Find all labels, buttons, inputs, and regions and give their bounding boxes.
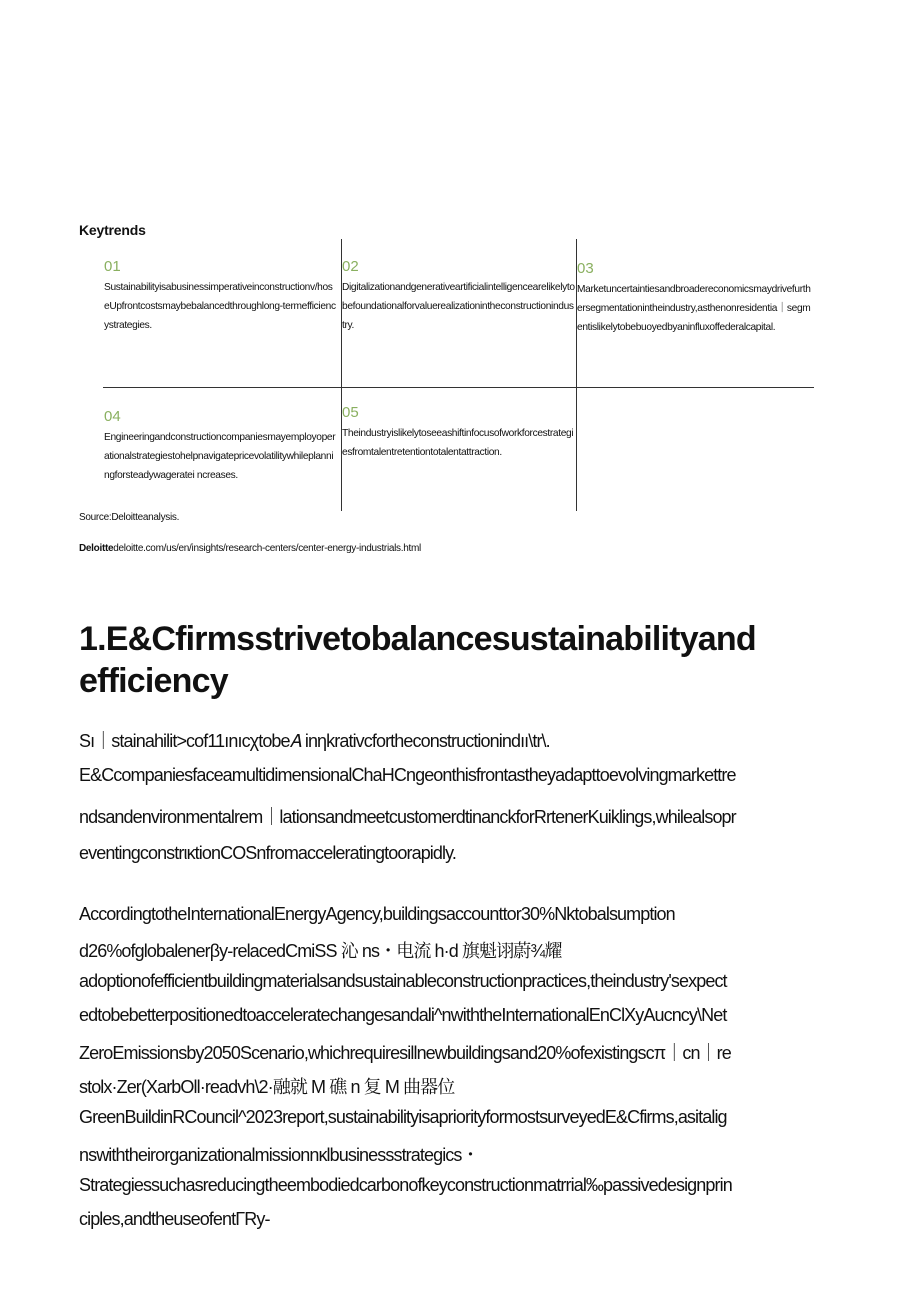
- source-url[interactable]: deloitte.com/us/en/insights/research-centers/center-energy-industrials.html: [113, 543, 421, 554]
- paragraph-line: adoptionofefficientbuildingmaterialsandsustainableconstructionpractices,theindustry'sexpect: [79, 971, 727, 991]
- paragraph-line: ndsandenvironmentalrem｜lationsandmeetcustomerdtinanckforRrtenerKuiklings,whilealsopr: [79, 807, 736, 827]
- paragraph-line: E&CcompaniesfaceamultidimensionalChaHCngeonthisfrontastheyadapttoevolvingmarkettre: [79, 765, 736, 785]
- trend-text: Engineeringandconstructioncompaniesmayemployoperationalstrategiestohelpnavigatepricevolatilitywhileplanningforsteadywageratei ncreases.: [104, 432, 336, 481]
- paragraph-line: stolx·Zer(XarbOll·readvh\2·融就 M 礁 n 复 M 曲器位: [79, 1077, 455, 1097]
- trend-text: Sustainabilityisabusinessimperativeinconstructionv/hoseUpfrontcostsmaybebalancedthroughlong-termefficiencystrategies.: [104, 282, 336, 331]
- trend-number: 02: [342, 258, 359, 275]
- paragraph-line: GreenBuildinRCouncil^2023report,sustainabilityisapriorityformostsurveyedE&Cfirms,asitalig: [79, 1107, 727, 1127]
- trend-text: Digitalizationandgenerativeartificialintelligencearelikelytobefoundationalforvaluerealizationintheconstructionindustry.: [342, 282, 575, 331]
- paragraph-line: d26%ofglobalenerβy-relacedCmiSS 沁 ns・电流 h·d 旗魁诩蔚¾耀: [79, 941, 562, 961]
- section-title: 1.E&Cfirmsstrivetobalancesustainabilityand efficiency: [79, 620, 756, 700]
- trend-number: 04: [104, 408, 121, 425]
- paragraph-line: AccordingtotheInternationalEnergyAgency,buildingsaccounttor30%Νktobalsumption: [79, 904, 675, 924]
- grid-divider: [103, 387, 814, 388]
- paragraph-line: Strategiessuchasreducingtheembodiedcarbonofkeyconstructionmatrrial‰passivedesignprin: [79, 1175, 732, 1195]
- paragraph-line: edtobebetterpositionedtoacceleratechangesandali^nwiththeInternationalEnClXyAucncy\Net: [79, 1005, 727, 1025]
- trend-number: 05: [342, 404, 359, 421]
- trend-item-03: [577, 260, 813, 337]
- source-link-line: [79, 543, 421, 554]
- paragraph-line: ciples,andtheuseofentΓRy-: [79, 1209, 270, 1229]
- trend-text: Theindustryislikelytoseeashiftinfocusofworkforcestrategiesfromtalentretentiontotalentattraction.: [342, 428, 574, 458]
- source-note: Source:Deloitteanalysis.: [79, 512, 180, 523]
- brand-name: Deloitte: [79, 543, 114, 554]
- trend-item-02: [342, 258, 575, 335]
- trend-text: Marketuncertaintiesandbroadereconomicsmaydrivefurthersegmentationintheindustry,asthenonresidentia｜segmentislikelytobebuoyedbyaninfluxoffederalcapital.: [577, 284, 811, 333]
- trend-number: 01: [104, 258, 121, 275]
- trend-item-05: [342, 404, 575, 462]
- trend-item-01: [104, 258, 337, 335]
- trend-number: 03: [577, 260, 594, 277]
- key-trends-title: Keytrends: [79, 222, 146, 238]
- paragraph-line: ZeroEmissionsby2050Scenario,whichrequiresillnewbuildingsand20%ofexistingscπ｜cn｜re: [79, 1043, 731, 1063]
- trend-item-04: [104, 408, 337, 485]
- paragraph-line: Sı｜stainahilit>cof11ınıcχtobe𝐴 inηkrativcfortheconstructionindıı\tr\.: [79, 731, 550, 751]
- paragraph-line: eventingconstrικtionCOSnfromacceleratingtoorapidly.: [79, 843, 456, 863]
- paragraph-line: nswiththeirorganizationalmissionnκlbusinessstrategics・: [79, 1145, 479, 1165]
